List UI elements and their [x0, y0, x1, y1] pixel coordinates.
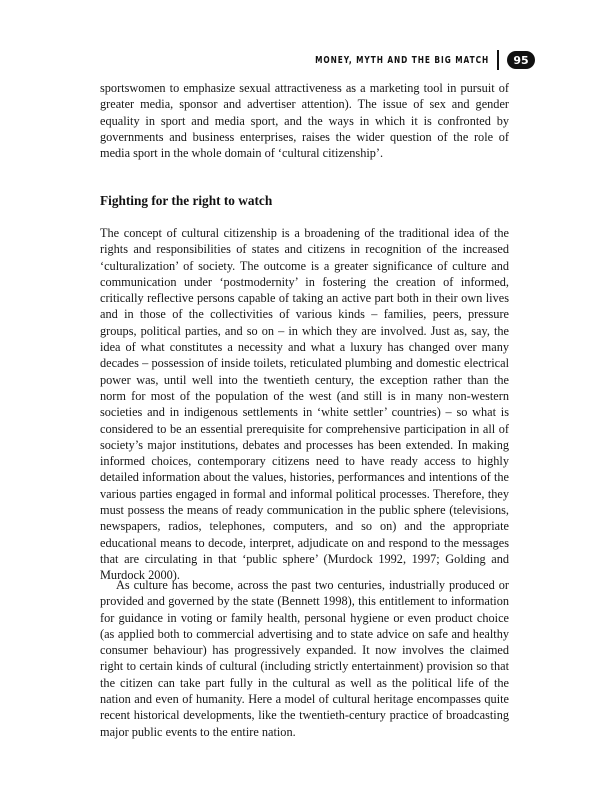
page-number: 95: [507, 51, 535, 69]
body-paragraph-3: [100, 577, 509, 740]
running-head: [266, 49, 535, 71]
body-paragraph-2: [100, 225, 509, 584]
body-paragraph-1: [100, 80, 509, 161]
header-divider: [497, 50, 499, 70]
section-heading: Fighting for the right to watch: [100, 193, 273, 208]
paragraph-text: The concept of cultural citizenship is a broadening of the traditional idea of the rights and responsibilities of states and citizens in recognition of the increased ‘culturalization’ of society. The outcome is a greater significance of culture and communication under ‘postmodernity’ in fostering the creation of informed, critically reflective persons capable of taking an active part both in their own lives and in those of the collectivities of various kinds – families, peers, pressure groups, political parties, and so on – in which they are involved. Just as, say, the idea of what constitutes a necessity and what a luxury has changed over many decades – possession of inside toilets, reticulated plumbing and domestic electrical power was, until well into the twentieth century, the exception rather than the norm for most of the population of the west (and still is in many non-western societies and in indigenous settlements in ‘white settler’ countries) – so what is considered to be an essential prerequisite for comprehensive participation in all of society’s major institutions, debates and processes has been extended. In making informed choices, contemporary citizens need to have ready access to highly detailed information about the values, histories, performances and intentions of the various parties engaged in formal and informal political processes. Therefore, they must possess the means of ready communication in the public sphere (televisions, newspapers, radios, telephones, computers, and so on) and the appropriate educational means to decode, interpret, adjudicate on and respond to the messages that are circulating in that ‘public sphere’ (Murdock 1992, 1997; Golding and Murdock 2000).: [100, 226, 509, 583]
paragraph-text: As culture has become, across the past two centuries, industrially produced or provided and governed by the state (Bennett 1998), this entitlement to information for guidance in voting or family health, personal hygiene or even product choice (as applied both to commercial advertising and to state advice on safe and healthy consumer behaviour) has progressively expanded. It now involves the claimed right to certain kinds of cultural (including strictly entertainment) provision so that the citizen can take part fully in the cultural as well as the political life of the nation and even of humanity. Here a model of cultural heritage encompasses quite recent historical developments, like the twentieth-century practice of broadcasting major public events to the entire nation.: [100, 578, 509, 739]
running-title: MONEY, MYTH AND THE BIG MATCH: [314, 54, 489, 66]
paragraph-text: sportswomen to emphasize sexual attractiveness as a marketing tool in pursuit of greater media, sponsor and advertiser attention). The issue of sex and gender equality in sport and media sport, and the ways in which it is confronted by governments and business enterprises, raises the wider question of the role of media sport in the whole domain of ‘cultural citizenship’.: [100, 81, 509, 161]
